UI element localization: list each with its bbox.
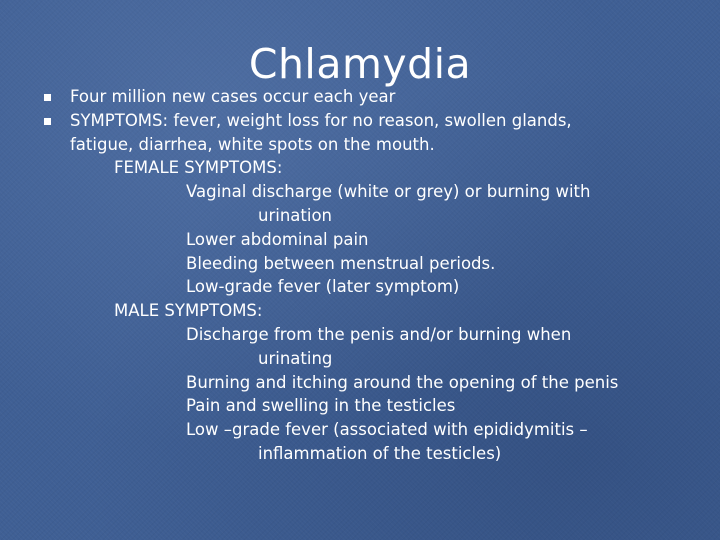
list-item: Discharge from the penis and/or burning when: [186, 324, 572, 344]
list-item-continuation: urinating: [258, 348, 333, 368]
female-symptoms-heading: FEMALE SYMPTOMS:: [114, 158, 283, 178]
square-bullet-icon: [44, 94, 51, 101]
bullet-item-cases: [0, 85, 720, 109]
bullet-text-continuation: fatigue, diarrhea, white spots on the mouth.: [70, 134, 435, 154]
square-bullet-icon: [44, 118, 51, 125]
list-item: Pain and swelling in the testicles: [186, 396, 456, 416]
list-item: Lower abdominal pain: [186, 229, 369, 249]
male-symptoms-heading: MALE SYMPTOMS:: [114, 301, 263, 321]
list-item-continuation: urination: [258, 205, 333, 225]
bullet-text: SYMPTOMS: fever, weight loss for no reason, swollen glands,: [70, 110, 572, 130]
slide-title: Chlamydia: [248, 40, 472, 88]
bullet-item-symptoms: [0, 109, 720, 133]
list-item: Vaginal discharge (white or grey) or burning with: [186, 182, 591, 202]
slide-body: [0, 85, 720, 466]
list-item: Bleeding between menstrual periods.: [186, 253, 496, 273]
list-item: Low –grade fever (associated with epididymitis –: [186, 420, 588, 440]
list-item: Low-grade fever (later symptom): [186, 277, 460, 297]
bullet-text: Four million new cases occur each year: [70, 87, 396, 106]
list-item: Burning and itching around the opening of the penis: [186, 372, 619, 392]
list-item-continuation: inflammation of the testicles): [258, 443, 502, 463]
